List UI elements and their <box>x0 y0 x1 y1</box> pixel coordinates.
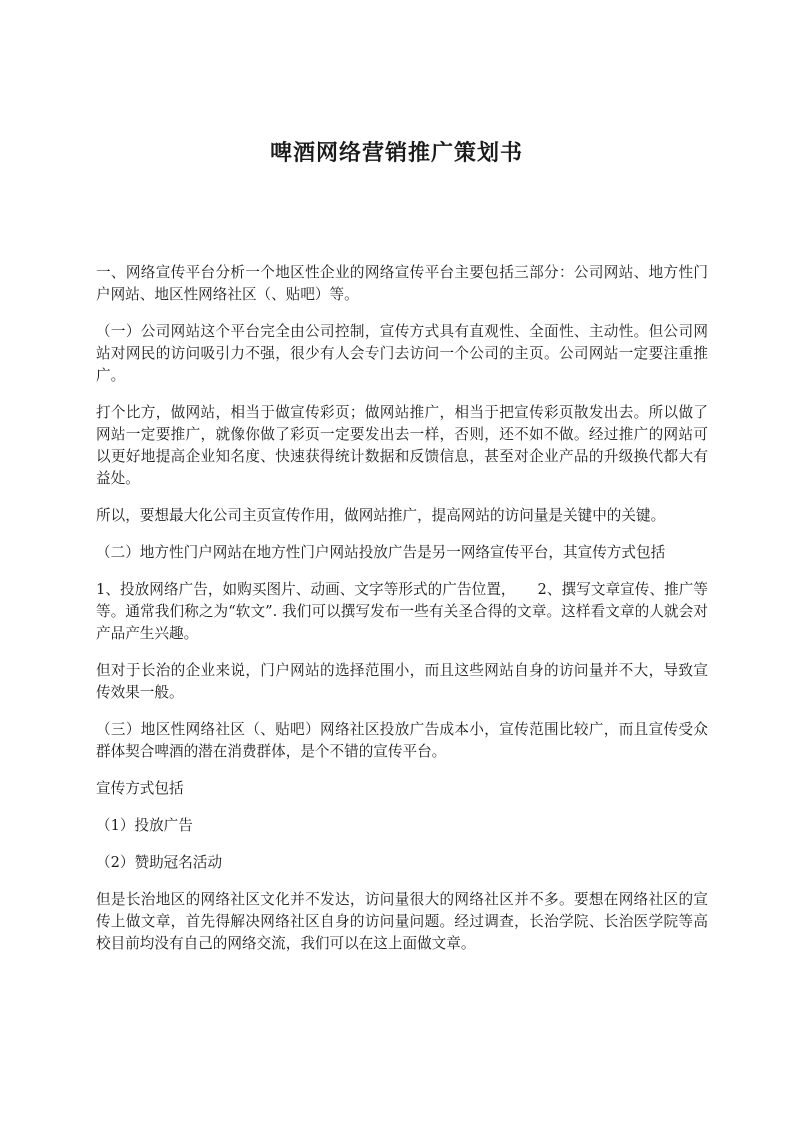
paragraph-community-issues: 但是长治地区的网络社区文化并不发达，访问量很大的网络社区并不多。要想在网络社区的宣传上做文章，首先得解决网络社区自身的访问量问题。经过调查，长治学院、长治医学院等高校目前均没有自己的网络交流，我们可以在这上面做文章。 <box>96 891 708 952</box>
paragraph-community: （三）地区性网络社区（、贴吧）网络社区投放广告成本小，宣传范围比较广，而且宣传受众群体契合啤酒的潜在消费群体，是个不错的宣传平台。 <box>96 721 708 760</box>
list-item-sponsorship: （2）赞助冠名活动 <box>96 854 223 871</box>
paragraph-conclusion: 所以，要想最大化公司主页宣传作用，做网站推广，提高网站的访问量是关键中的关键。 <box>96 507 666 524</box>
paragraph-methods-heading: 宣传方式包括 <box>96 780 184 797</box>
paragraph-platform-analysis: 一、网络宣传平台分析一个地区性企业的网络宣传平台主要包括三部分：公司网站、地方性门户网站、地区性网络社区（、贴吧）等。 <box>96 264 708 303</box>
paragraph-portal-websites: （二）地方性门户网站在地方性门户网站投放广告是另一网络宣传平台，其宣传方式包括 <box>96 544 666 561</box>
paragraph-company-website: （一）公司网站这个平台完全由公司控制，宣传方式具有直观性、全面性、主动性。但公司网站对网民的访问吸引力不强，很少有人会专门去访问一个公司的主页。公司网站一定要注重推广。 <box>96 323 708 384</box>
list-item-ads: （1）投放广告 <box>96 817 193 834</box>
paragraph-portal-methods: 1、投放网络广告，如购买图片、动画、文字等形式的广告位置， 2、撰写文章宣传、推广等等。通常我们称之为“软文”. 我们可以撰写发布一些有关圣合得的文章。这样看文章的人就会对产品产生兴趣。 <box>96 581 708 642</box>
paragraph-portal-limitations: 但对于长治的企业来说，门户网站的选择范围小，而且这些网站自身的访问量并不大，导致宣传效果一般。 <box>96 662 708 701</box>
paragraph-analogy: 打个比方，做网站，相当于做宣传彩页；做网站推广，相当于把宣传彩页散发出去。所以做了网站一定要推广，就像你做了彩页一定要发出去一样，否则，还不如不做。经过推广的网站可以更好地提高企业知名度、快速获得统计数据和反馈信息，甚至对企业产品的升级换代都大有益处。 <box>96 404 708 487</box>
document-title: 啤酒网络营销推广策划书 <box>269 141 523 166</box>
document-body <box>96 262 708 970</box>
